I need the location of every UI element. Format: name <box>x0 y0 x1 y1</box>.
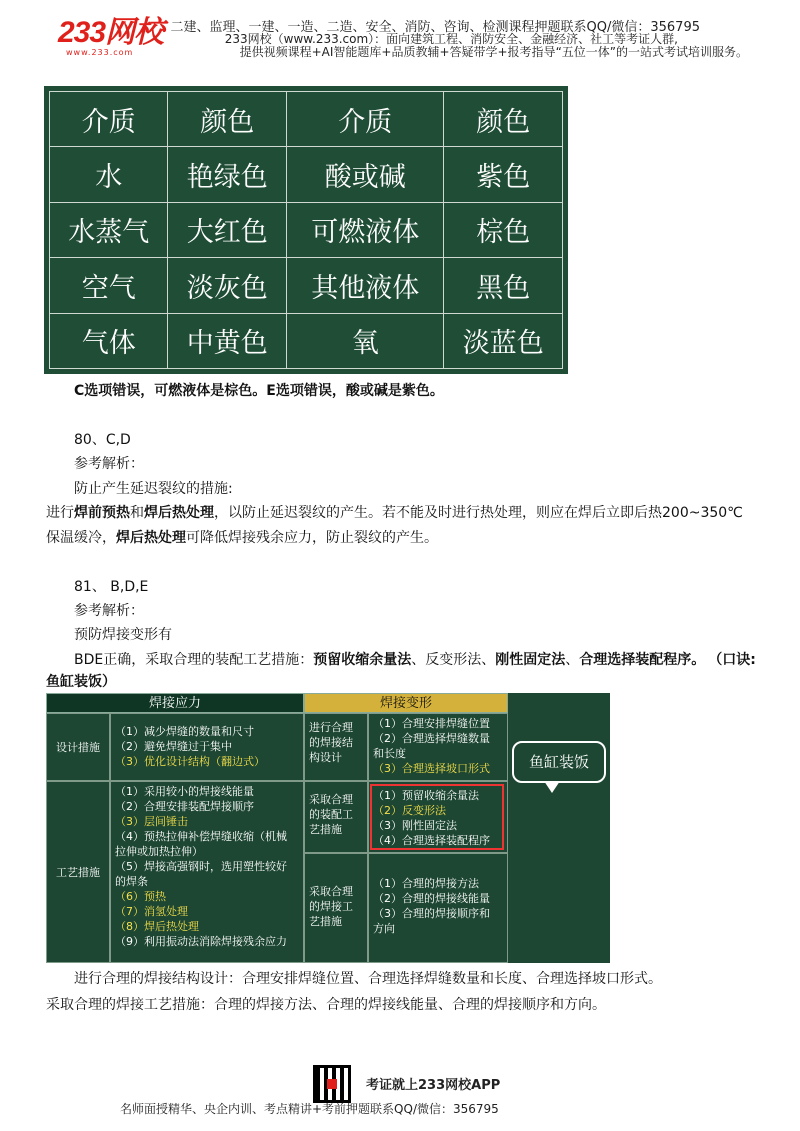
list-item: （7）消氢处理 <box>115 905 188 918</box>
summary-line-1: 进行合理的焊接结构设计：合理安排焊缝位置、合理选择焊缝数量和长度、合理选择坡口形式。 <box>74 971 662 987</box>
list-item: （2）合理的焊接线能量 <box>373 892 490 905</box>
list-item: （1）减少焊缝的数量和尺寸 <box>115 725 254 738</box>
table-cell: 中黄色 <box>168 313 286 368</box>
label-line: 的装配工 <box>309 808 353 821</box>
table-cell: 氧 <box>286 313 444 368</box>
list-item: （2）合理安排装配焊接顺序 <box>115 800 254 813</box>
table-cell: 棕色 <box>444 202 563 257</box>
label-line: 采取合理 <box>309 885 353 898</box>
text-span: 和 <box>130 505 144 521</box>
mnemonic: 鱼缸装饭） <box>46 674 116 690</box>
label-line: 的焊接结 <box>309 736 353 749</box>
label-line: 艺措施 <box>309 823 342 836</box>
table-cell: 介质 <box>50 92 168 147</box>
qr-code[interactable] <box>313 1065 351 1103</box>
struct-label <box>304 713 368 781</box>
list-item: （3）刚性固定法 <box>373 819 457 832</box>
table-row <box>50 258 563 313</box>
design-items <box>110 713 304 781</box>
table-cell: 可燃液体 <box>286 202 444 257</box>
assembly-label <box>304 781 368 853</box>
list-item: （6）预热 <box>115 890 166 903</box>
process-label: 工艺措施 <box>46 781 110 963</box>
label-line: 的焊接工 <box>309 900 353 913</box>
keyword: 焊后热处理 <box>116 530 186 546</box>
label-line: 艺措施 <box>309 915 342 928</box>
list-item: （3）层间锤击 <box>115 815 188 828</box>
mnemonic-label: （口诀: <box>715 652 756 668</box>
table-row <box>50 202 563 257</box>
list-item: （2）合理选择焊缝数量 <box>373 732 490 745</box>
header-line-1: 二建、监理、一建、一造、二造、安全、消防、咨询、检测课程押题联系QQ/微信：356795 <box>170 20 700 35</box>
header-line-2: 233网校（www.233.com）：面向建筑工程、消防安全、金融经济、社工等考证人群, <box>224 32 678 46</box>
list-item: （2）反变形法 <box>373 804 446 817</box>
highlight-box <box>370 784 504 850</box>
list-item: （1）合理的焊接方法 <box>373 877 479 890</box>
logo-text: 233网校 <box>58 16 164 49</box>
table-cell: 淡灰色 <box>168 258 286 313</box>
logo-url: www.233.com <box>66 48 134 57</box>
q80-title: 80、C,D <box>74 432 131 448</box>
list-item: （8）焊后热处理 <box>115 920 199 933</box>
keyword: 刚性固定法 <box>495 652 566 668</box>
table-cell: 颜色 <box>168 92 286 147</box>
list-item: （3）合理选择坡口形式 <box>373 762 490 775</box>
keyword: 焊前预热 <box>74 505 130 521</box>
header-welding-stress: 焊接应力 <box>46 693 304 713</box>
process-items <box>110 781 304 963</box>
keyword: 合理选择装配程序。 <box>579 652 706 668</box>
design-label: 设计措施 <box>46 713 110 781</box>
struct-items <box>368 713 508 781</box>
list-item: （2）避免焊缝过于集中 <box>115 740 232 753</box>
table-header-row <box>50 92 563 147</box>
label-line: 构设计 <box>309 751 342 764</box>
text-span: ，以防止延迟裂纹的产生。若不能及时进行热处理，则应在焊后立即后热200~350℃ <box>214 505 743 521</box>
text-span: 、 <box>565 652 580 668</box>
table-row <box>50 313 563 368</box>
list-item: （3）优化设计结构（翻边式） <box>115 755 265 768</box>
text-span: 可降低焊接残余应力，防止裂纹的产生。 <box>186 530 438 546</box>
list-item: （3）合理的焊接顺序和 <box>373 907 490 920</box>
list-item: （4）预热拉伸补偿焊缝收缩（机械 <box>115 830 287 843</box>
label-line: 进行合理 <box>309 721 353 734</box>
text-span: 、反变形法、 <box>411 652 496 668</box>
table-cell: 水蒸气 <box>50 202 168 257</box>
table-cell: 水 <box>50 147 168 202</box>
q80-ref-label: 参考解析： <box>74 456 144 472</box>
q80-line-1: 防止产生延迟裂纹的措施: <box>74 481 233 497</box>
table-cell: 气体 <box>50 313 168 368</box>
list-item: （1）合理安排焊缝位置 <box>373 717 490 730</box>
footer-app-text: 考证就上233网校APP <box>366 1078 501 1093</box>
table-cell: 黑色 <box>444 258 563 313</box>
q79-note: C选项错误，可燃液体是棕色。E选项错误，酸或碱是紫色。 <box>74 383 444 399</box>
table-row <box>50 147 563 202</box>
text-span: BDE正确，采取合理的装配工艺措施： <box>74 652 314 668</box>
table-cell: 其他液体 <box>286 258 444 313</box>
q81-ref-label: 参考解析： <box>74 603 144 619</box>
table-cell: 大红色 <box>168 202 286 257</box>
q80-line-2 <box>46 503 743 523</box>
list-item: （5）焊接高强钢时，选用塑性较好 <box>115 860 287 873</box>
list-item: （1）采用较小的焊接线能量 <box>115 785 254 798</box>
site-logo[interactable] <box>58 18 188 60</box>
list-item: （9）利用振动法消除焊接残余应力 <box>115 935 287 948</box>
pipe-color-table <box>44 86 568 374</box>
q81-title: 81、 B,D,E <box>74 579 149 595</box>
keyword: 焊后热处理 <box>144 505 214 521</box>
table-cell: 紫色 <box>444 147 563 202</box>
mnemonic-bubble: 鱼缸装饭 <box>512 741 606 783</box>
header-welding-deformation: 焊接变形 <box>304 693 508 713</box>
welding-items <box>368 853 508 963</box>
keyword: 预留收缩余量法 <box>313 652 412 668</box>
list-item: （4）合理选择装配程序 <box>373 834 490 847</box>
table-cell: 空气 <box>50 258 168 313</box>
text-span: 进行 <box>46 505 74 521</box>
q81-line-1: 预防焊接变形有 <box>74 627 172 643</box>
welding-label <box>304 853 368 963</box>
list-item: （1）预留收缩余量法 <box>373 789 479 802</box>
list-item: 的焊条 <box>115 875 148 888</box>
table-cell: 淡蓝色 <box>444 313 563 368</box>
summary-line-2: 采取合理的焊接工艺措施：合理的焊接方法、合理的焊接线能量、合理的焊接顺序和方向。 <box>46 997 606 1013</box>
q81-line-2 <box>74 650 756 670</box>
list-item: 方向 <box>373 922 395 935</box>
qr-logo <box>327 1079 337 1089</box>
table-cell: 艳绿色 <box>168 147 286 202</box>
list-item: 和长度 <box>373 747 406 760</box>
text-span: 保温缓冷， <box>46 530 116 546</box>
footer-line: 名师面授精华、央企内训、考点精讲+考前押题联系QQ/微信：356795 <box>120 1102 499 1116</box>
table-cell: 介质 <box>286 92 444 147</box>
table-cell: 酸或碱 <box>286 147 444 202</box>
header-line-3: 提供视频课程+AI智能题库+品质教辅+答疑带学+报考指导“五位一体”的一站式考试培训服务。 <box>239 45 748 59</box>
list-item: 拉伸或加热拉伸） <box>115 845 203 858</box>
welding-measures-table <box>46 693 610 963</box>
label-line: 采取合理 <box>309 793 353 806</box>
q80-line-3 <box>46 528 438 548</box>
table-cell: 颜色 <box>444 92 563 147</box>
